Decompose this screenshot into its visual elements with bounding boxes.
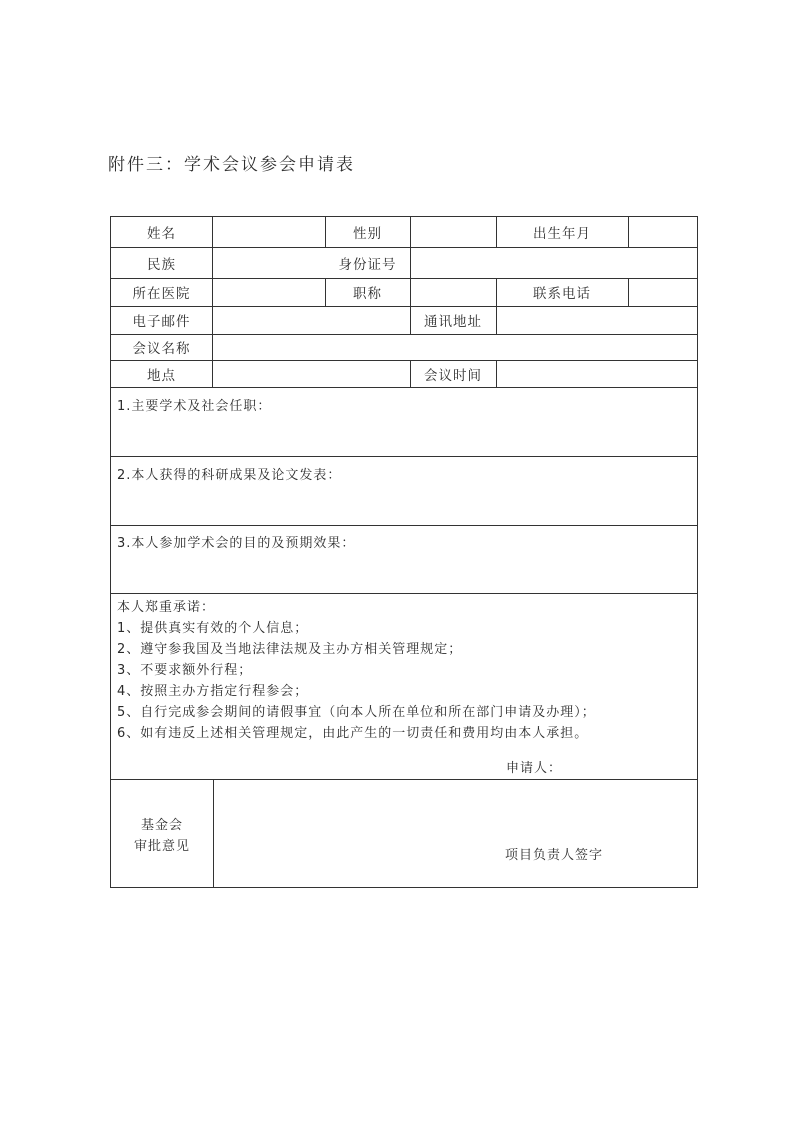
- id-number-label: 身份证号: [338, 256, 397, 273]
- hospital-field[interactable]: [212, 278, 325, 306]
- name-label: 姓名: [147, 226, 176, 242]
- pledge-item: 6、如有违反上述相关管理规定，由此产生的一切责任和费用均由本人承担。: [117, 726, 589, 741]
- meeting-time-field[interactable]: [496, 360, 697, 387]
- meeting-name-field[interactable]: [212, 334, 697, 360]
- ethnicity-label: 民族: [147, 256, 176, 273]
- meeting-name-label: 会议名称: [132, 341, 191, 357]
- ethnicity-field[interactable]: [212, 247, 325, 278]
- birth-field[interactable]: [628, 217, 697, 247]
- hospital-label: 所在医院: [132, 286, 191, 302]
- approval-label-line2: 审批意见: [133, 839, 190, 854]
- section-academic-positions: 1.主要学术及社会任职：: [117, 399, 272, 414]
- pledge-item: 3、不要求额外行程；: [117, 663, 253, 678]
- location-field[interactable]: [212, 360, 410, 387]
- professional-title-label: 职称: [353, 286, 382, 302]
- pledge-item: 2、遵守参我国及当地法律法规及主办方相关管理规定；: [117, 642, 463, 657]
- address-field[interactable]: [496, 306, 697, 334]
- meeting-time-label: 会议时间: [424, 367, 482, 384]
- phone-label: 联系电话: [533, 286, 591, 302]
- approval-opinion-field[interactable]: [213, 779, 697, 887]
- pledge-item: 5、自行完成参会期间的请假事宜（向本人所在单位和所在部门申请及办理）；: [117, 705, 596, 720]
- approval-label-line1: 基金会: [140, 818, 183, 833]
- email-label: 电子邮件: [132, 314, 191, 330]
- document-title: 附件三：学术会议参会申请表: [108, 155, 355, 175]
- application-form: [110, 216, 698, 888]
- location-label: 地点: [147, 367, 176, 384]
- applicant-signature-label: 申请人：: [506, 761, 563, 776]
- section-research-achievements: 2.本人获得的科研成果及论文发表：: [117, 468, 342, 483]
- name-field[interactable]: [212, 217, 325, 247]
- phone-field[interactable]: [628, 278, 697, 306]
- pledge-item: 4、按照主办方指定行程参会；: [117, 684, 309, 699]
- professional-title-field[interactable]: [410, 278, 496, 306]
- address-label: 通讯地址: [424, 314, 482, 330]
- email-field[interactable]: [212, 306, 410, 334]
- gender-label: 性别: [353, 226, 382, 242]
- pledge-item: 1、提供真实有效的个人信息；: [117, 621, 309, 636]
- section-purpose: 3.本人参加学术会的目的及预期效果：: [117, 536, 356, 551]
- project-leader-signature-label: 项目负责人签字: [505, 848, 604, 863]
- pledge-heading: 本人郑重承诺：: [117, 600, 216, 615]
- gender-field[interactable]: [410, 217, 496, 247]
- birth-label: 出生年月: [533, 226, 591, 242]
- id-number-field[interactable]: [410, 247, 697, 278]
